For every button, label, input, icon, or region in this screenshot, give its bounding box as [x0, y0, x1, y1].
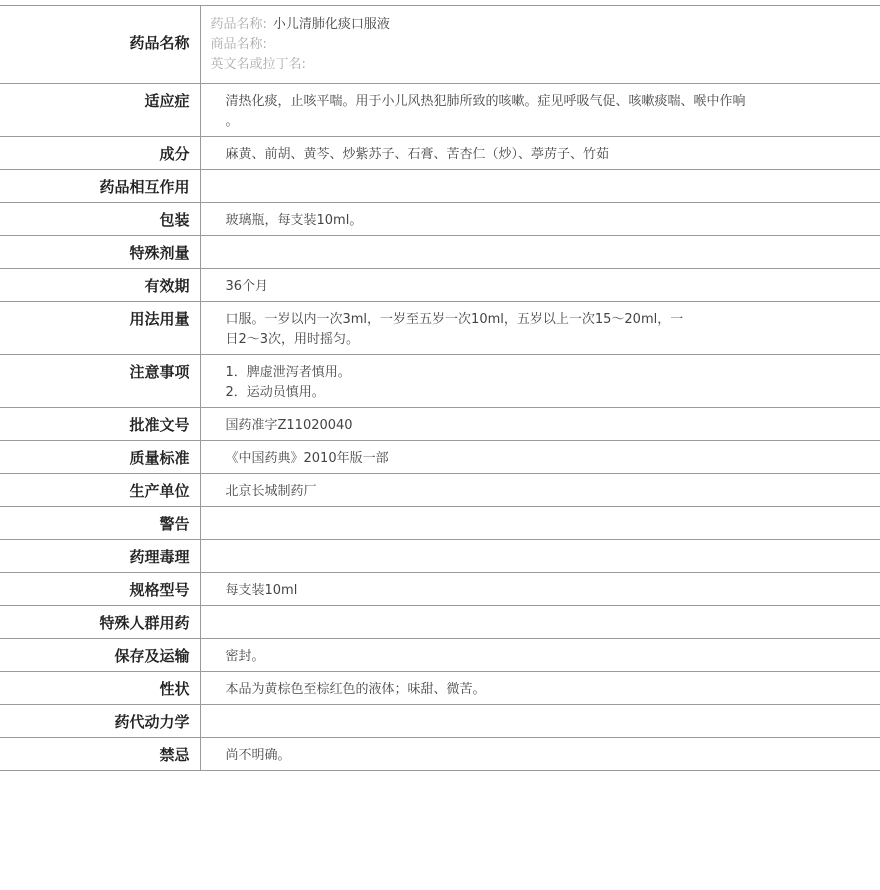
- value-approval-number: 国药准字Z11020040: [200, 408, 880, 441]
- label-ingredients: 成分: [0, 137, 200, 170]
- label-manufacturer: 生产单位: [0, 474, 200, 507]
- indications-line-1: 清热化痰，止咳平喘。用于小儿风热犯肺所致的咳嗽。症见呼吸气促、咳嗽痰喘、喉中作响: [225, 94, 746, 109]
- label-special-populations: 特殊人群用药: [0, 606, 200, 639]
- indications-line-2: 。: [225, 114, 239, 129]
- label-contraindications: 禁忌: [0, 738, 200, 771]
- row-interactions: [0, 170, 880, 203]
- value-special-dosage: [200, 236, 880, 269]
- value-specification: 每支装10ml: [200, 573, 880, 606]
- value-pharmacokinetics: [200, 705, 880, 738]
- row-usage: [0, 302, 880, 355]
- label-warning: 警告: [0, 507, 200, 540]
- row-precautions: [0, 355, 880, 408]
- label-approval-number: 批准文号: [0, 408, 200, 441]
- label-packaging: 包装: [0, 203, 200, 236]
- precautions-line-1: 1．脾虚泄泻者慎用。: [225, 365, 351, 380]
- value-usage: [200, 302, 880, 355]
- value-description: 本品为黄棕色至棕红色的液体；味甜、微苦。: [200, 672, 880, 705]
- label-quality-standard: 质量标准: [0, 441, 200, 474]
- usage-line-1: 口服。一岁以内一次3ml，一岁至五岁一次10ml，五岁以上一次15～20ml，一: [225, 312, 684, 327]
- row-description: [0, 672, 880, 705]
- row-indications: [0, 84, 880, 137]
- label-indications: 适应症: [0, 84, 200, 137]
- row-storage: [0, 639, 880, 672]
- trade-name-line: [211, 35, 861, 55]
- trade-name-key: 商品名称:: [210, 37, 267, 52]
- label-special-dosage: 特殊剂量: [0, 236, 200, 269]
- value-interactions: [200, 170, 880, 203]
- label-usage: 用法用量: [0, 302, 200, 355]
- row-approval-number: [0, 408, 880, 441]
- value-packaging: 玻璃瓶，每支装10ml。: [200, 203, 880, 236]
- value-manufacturer: 北京长城制药厂: [200, 474, 880, 507]
- row-contraindications: [0, 738, 880, 771]
- value-shelf-life: 36个月: [200, 269, 880, 302]
- value-ingredients: 麻黄、前胡、黄芩、炒紫苏子、石膏、苦杏仁（炒）、葶苈子、竹茹: [200, 137, 880, 170]
- row-special-dosage: [0, 236, 880, 269]
- value-indications: [200, 84, 880, 137]
- label-shelf-life: 有效期: [0, 269, 200, 302]
- label-pharmacokinetics: 药代动力学: [0, 705, 200, 738]
- precautions-line-2: 2．运动员慎用。: [225, 385, 325, 400]
- english-name-key: 英文名或拉丁名:: [210, 57, 306, 72]
- value-quality-standard: 《中国药典》2010年版一部: [200, 441, 880, 474]
- row-warning: [0, 507, 880, 540]
- row-pharmacokinetics: [0, 705, 880, 738]
- value-precautions: [200, 355, 880, 408]
- row-special-populations: [0, 606, 880, 639]
- english-name-line: [211, 55, 861, 75]
- row-ingredients: [0, 137, 880, 170]
- value-contraindications: 尚不明确。: [200, 738, 880, 771]
- row-shelf-life: [0, 269, 880, 302]
- value-storage: 密封。: [200, 639, 880, 672]
- value-drug-name: [200, 6, 880, 84]
- row-pharmacology: [0, 540, 880, 573]
- usage-line-2: 日2～3次，用时摇匀。: [225, 332, 360, 347]
- generic-name-key: 药品名称:: [210, 17, 267, 32]
- label-drug-name: 药品名称: [0, 6, 200, 84]
- label-description: 性状: [0, 672, 200, 705]
- drug-info-table: [0, 5, 880, 771]
- value-pharmacology: [200, 540, 880, 573]
- row-specification: [0, 573, 880, 606]
- row-quality-standard: [0, 441, 880, 474]
- generic-name-line: [211, 15, 861, 35]
- label-precautions: 注意事项: [0, 355, 200, 408]
- row-manufacturer: [0, 474, 880, 507]
- label-interactions: 药品相互作用: [0, 170, 200, 203]
- label-specification: 规格型号: [0, 573, 200, 606]
- label-pharmacology: 药理毒理: [0, 540, 200, 573]
- value-warning: [200, 507, 880, 540]
- value-special-populations: [200, 606, 880, 639]
- label-storage: 保存及运输: [0, 639, 200, 672]
- row-drug-name: [0, 6, 880, 84]
- row-packaging: [0, 203, 880, 236]
- generic-name-value: 小儿清肺化痰口服液: [272, 17, 390, 32]
